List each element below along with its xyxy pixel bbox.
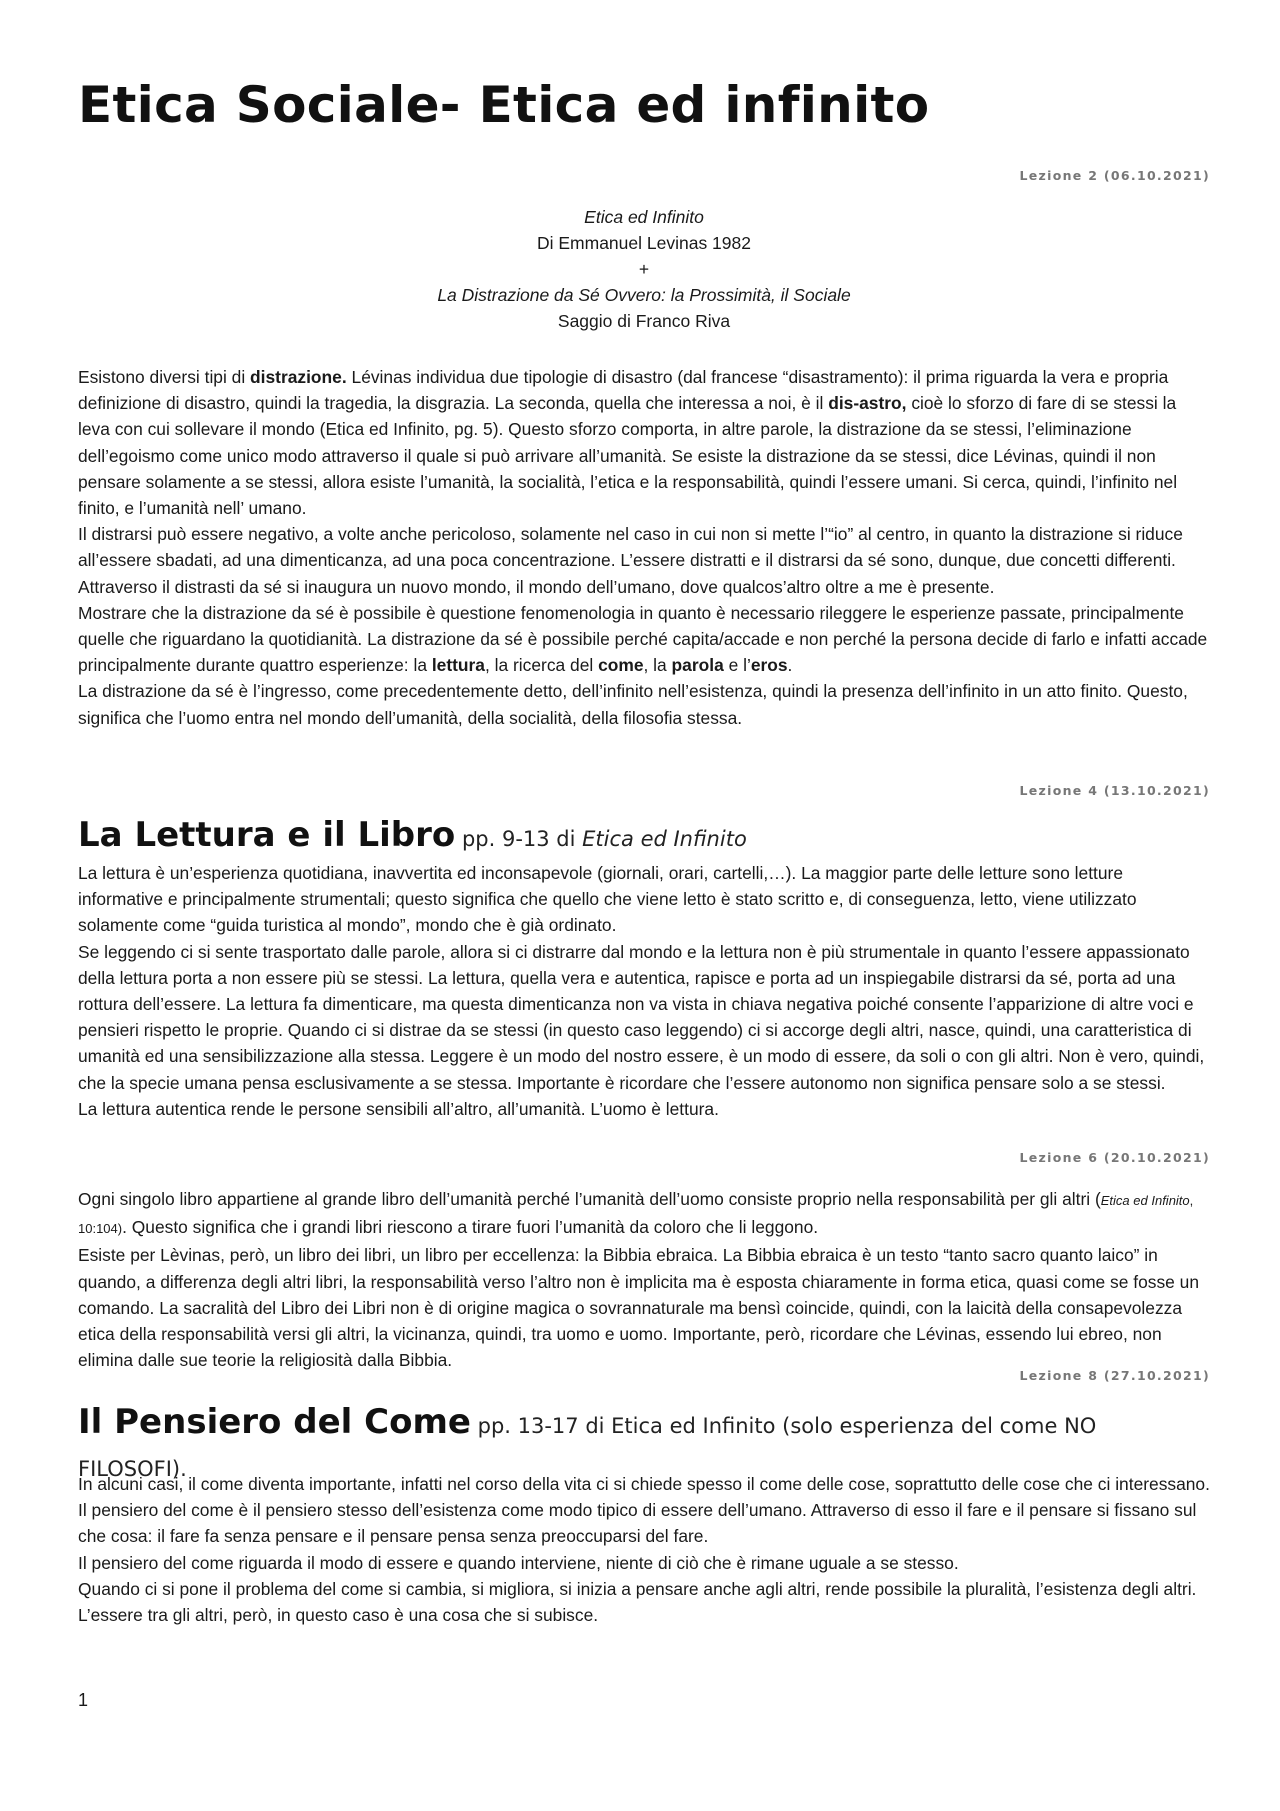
section2-body-b <box>78 1186 1210 1373</box>
section1-body <box>78 364 1210 731</box>
heading-subtitle: pp. 13-17 di Etica ed Infinito (solo esperienza del come NO FILOSOFI). <box>78 1414 1097 1481</box>
paragraph: Il distrarsi può essere negativo, a volte anche pericoloso, solamente nel caso in cui non si mette l’“io” al centro, in quanto la distrazione si riduce all’essere sbadati, ad una dimenticanza, ad una poca concentrazione. L’essere distratti e il distrarsi da sé sono, dunque, due concetti differenti. <box>78 524 1183 571</box>
bold-text: dis-astro, <box>828 393 907 414</box>
author-line: Di Emmanuel Levinas 1982 <box>536 233 751 253</box>
bold-text: parola <box>671 655 724 676</box>
section-heading-lettura <box>78 815 1210 862</box>
paragraph: Attraverso il distrasti da sé si inaugura un nuovo mondo, il mondo dell’umano, dove qualcos’altro oltre a me è presente. <box>78 576 995 597</box>
paragraph <box>78 364 1210 521</box>
paragraph <box>78 600 1210 679</box>
paragraph: Se leggendo ci si sente trasportato dalle parole, allora si ci distrarre dal mondo e la lettura non è più strumentale in quanto l’essere appassionato della lettura porta a non essere più se stessi. La lettura, quella vera e autentica, rapisce e porta ad un inspiegabile distrarsi da sé, porta ad una rottura dell’essere. La lettura fa dimenticare, ma questa dimenticanza non va vista in chiava negativa poiché consente l’apparizione di altre voci e pensieri rispetto le proprie. Quando ci si distrae da se stessi (in questo caso leggendo) ci si accorge degli altri, nasce, quindi, una caratteristica di umanità ed una sensibilizzazione alla stessa. Leggere è un modo del nostro essere, è un modo di essere, da soli o con gli altri. Non è vero, quindi, che la specie umana pensa esclusivamente a se stessa. Importante è ricordare che l’essere autonomo non significa pensare solo a se stessi. <box>78 941 1205 1093</box>
text: Ogni singolo libro appartiene al grande libro dell’umanità perché l’umanità dell’uomo consiste proprio nella responsabilità per gli altri ( <box>78 1189 1101 1209</box>
plus-sign: + <box>638 259 650 279</box>
paragraph: Quando ci si pone il problema del come si cambia, si migliora, si inizia a pensare anche agli altri, rende possibile la pluralità, l’esistenza degli altri. L’essere tra gli altri, però, in questo caso è una cosa che si subisce. <box>78 1578 1197 1626</box>
section2-body-a <box>78 860 1210 1122</box>
text: , la <box>643 655 672 676</box>
italic-text: Etica ed Infinito <box>1100 1193 1190 1208</box>
document-page <box>78 0 1210 1811</box>
lesson-date-2: Lezione 2 (06.10.2021) <box>1019 168 1210 183</box>
heading-text: La Lettura e il Libro <box>78 815 456 855</box>
paragraph: La lettura autentica rende le persone sensibili all’altro, all’umanità. L’uomo è lettura. <box>78 1098 719 1119</box>
text: , 10:104) <box>78 1193 1194 1237</box>
text: . Questo significa che i grandi libri riescono a tirare fuori l’umanità da coloro che li leggono. <box>122 1217 819 1238</box>
page-title: Etica Sociale- Etica ed infinito <box>78 76 930 134</box>
lesson-date-6: Lezione 6 (20.10.2021) <box>1019 1150 1210 1165</box>
paragraph: Il pensiero del come è il pensiero stesso dell’esistenza come modo tipico di essere dell’umano. Attraverso di esso il fare e il pensare si fissano sul che cosa: il fare fa senza pensare e il pensare pensa senza preoccuparsi del fare. <box>78 1500 1197 1547</box>
bold-text: distrazione. <box>250 367 347 387</box>
bold-text: lettura <box>431 655 485 676</box>
lesson-date-4: Lezione 4 (13.10.2021) <box>1019 783 1210 798</box>
text: pp. 9-13 di <box>455 827 583 851</box>
bold-text: come <box>598 655 644 676</box>
paragraph: In alcuni casi, il come diventa importante, infatti nel corso della vita ci si chiede spesso il come delle cose, soprattutto delle cose che ci interessano. <box>78 1474 1210 1494</box>
text: cioè lo sforzo di fare di se stessi la leva con cui sollevare il mondo (Etica ed Infinito, pg. 5). Questo sforzo comporta, in altre parole, la distrazione da se stessi, l’eliminazione dell’egoismo come unico modo attraverso il quale si può arrivare all’umanità. Se esiste la distrazione da se stessi, dice Lévinas, quindi il non pensare solamente a se stessi, allora esiste l’umanità, la socialità, l’etica e la responsabilità, quindi l’essere umani. Si cerca, quindi, l’infinito nel finito, e l’umanità nell’ umano. <box>78 393 1178 519</box>
text: Mostrare che la distrazione da sé è possibile è questione fenomenologia in quanto è necessario rileggere le esperienze passate, principalmente quelle che riguardano la quotidianità. La distrazione da sé è possibile perché capita/accade e non perché la persona decide di farlo e infatti accade principalmente durante quattro esperienze: la <box>78 602 1208 676</box>
page-number: 1 <box>78 1690 89 1710</box>
heading-subtitle <box>455 827 747 851</box>
bold-text: eros <box>750 655 788 676</box>
lesson-date-8: Lezione 8 (27.10.2021) <box>1019 1368 1210 1383</box>
book-title: Etica ed Infinito <box>584 207 704 227</box>
paragraph: La lettura è un’esperienza quotidiana, inavvertita ed inconsapevole (giornali, orari, cartelli,…). La maggior parte delle letture sono letture informative e principalmente strumentali; questo significa che quello che viene letto è stato scritto e, di conseguenza, letto, viene utilizzato solamente come “guida turistica al mondo”, mondo che è già ordinato. <box>78 863 1137 936</box>
essay-author: Saggio di Franco Riva <box>557 311 731 331</box>
paragraph: Il pensiero del come riguarda il modo di essere e quando interviene, niente di ciò che è rimane uguale a se stesso. <box>78 1552 959 1573</box>
text: Esistono diversi tipi di <box>78 367 251 387</box>
text: . <box>787 655 793 676</box>
text: Lévinas individua due tipologie di disastro (dal francese “disastramento): il prima riguarda la vera e propria definizione di disastro, quindi la tragedia, la disgrazia. La seconda, quella che interessa a noi, è il <box>78 367 1169 414</box>
intro-block <box>78 204 1210 334</box>
text: e l’ <box>723 655 751 676</box>
section3-body <box>78 1471 1210 1628</box>
heading-text: Il Pensiero del Come <box>78 1402 471 1442</box>
italic-text: Etica ed Infinito <box>582 827 747 851</box>
essay-title: La Distrazione da Sé Ovvero: la Prossimità, il Sociale <box>437 285 851 305</box>
paragraph: Esiste per Lèvinas, però, un libro dei libri, un libro per eccellenza: la Bibbia ebraica. La Bibbia ebraica è un testo “tanto sacro quanto laico” in quando, a differenza degli altri libri, la responsabilità verso l’altro non è implicita ma è esposta chiaramente in forma etica, quasi come se fosse un comando. La sacralità del Libro dei Libri non è di origine magica o sovrannaturale ma bensì coincide, quindi, con la laicità della consapevolezza etica della responsabilità versi gli altri, la vicinanza, quindi, tra uomo e uomo. Importante, però, ricordare che Lévinas, essendo lui ebreo, non elimina dalle sue teorie la religiosità dalla Bibbia. <box>78 1245 1199 1371</box>
text: , la ricerca del <box>484 655 599 676</box>
paragraph: La distrazione da sé è l’ingresso, come precedentemente detto, dell’infinito nell’esistenza, quindi la presenza dell’infinito in un atto finito. Questo, significa che l’uomo entra nel mondo dell’umanità, della socialità, della filosofia stessa. <box>78 681 1188 728</box>
paragraph <box>78 1186 1210 1242</box>
